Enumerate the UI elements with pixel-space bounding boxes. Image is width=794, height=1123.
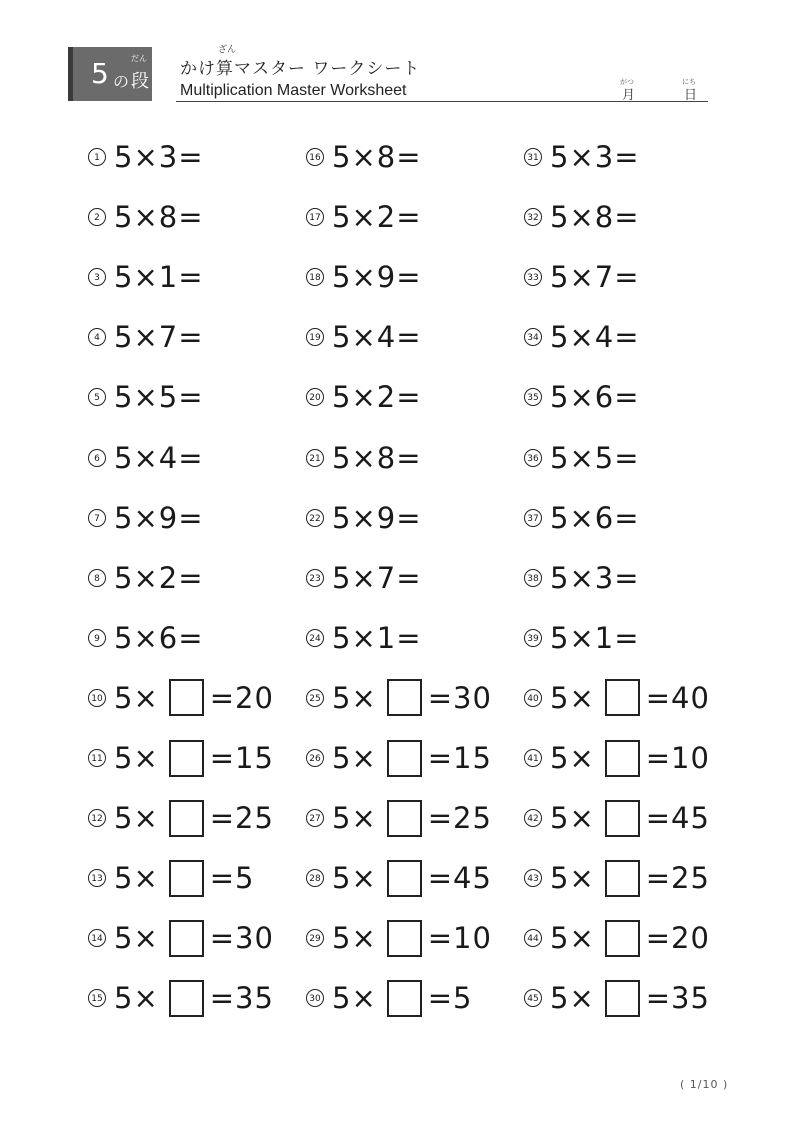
problem-expression: 5×3= <box>550 560 640 595</box>
problem-item <box>88 732 274 784</box>
problem-number: 28 <box>306 869 324 887</box>
answer-box[interactable] <box>387 679 422 716</box>
answer-box[interactable] <box>169 980 204 1017</box>
answer-box[interactable] <box>387 740 422 777</box>
month-label: 月 <box>622 88 636 103</box>
problem-item <box>306 552 422 604</box>
answer-box[interactable] <box>605 740 640 777</box>
problem-item <box>524 492 640 544</box>
problem-expression: 5×2= <box>114 560 204 595</box>
problem-number: 25 <box>306 689 324 707</box>
answer-box[interactable] <box>605 800 640 837</box>
problem-expression: 5×8= <box>114 200 204 235</box>
answer-box[interactable] <box>605 920 640 957</box>
problem-item <box>306 131 422 183</box>
problem-item <box>306 972 473 1024</box>
problem-item <box>306 792 492 844</box>
problem-item <box>306 432 422 484</box>
answer-box[interactable] <box>605 679 640 716</box>
problem-left: 5× <box>114 981 159 1016</box>
problem-expression: 5×7= <box>332 560 422 595</box>
problem-expression: 5×3= <box>550 140 640 174</box>
problem-number: 6 <box>88 449 106 467</box>
problem-item <box>306 912 492 964</box>
badge-dan: 段 <box>131 71 149 92</box>
problem-item <box>88 672 274 724</box>
problem-number: 45 <box>524 989 542 1007</box>
problem-left: 5× <box>332 680 377 715</box>
problem-left: 5× <box>114 921 159 956</box>
problem-expression: 5×9= <box>332 260 422 295</box>
day-label: 日 <box>684 88 698 103</box>
problem-expression: 5×7= <box>114 320 204 355</box>
problem-left: 5× <box>332 861 377 896</box>
problem-right: =40 <box>645 680 710 715</box>
answer-box[interactable] <box>169 740 204 777</box>
badge-no: の <box>113 72 130 91</box>
problem-item <box>524 732 710 784</box>
problem-number: 38 <box>524 569 542 587</box>
problem-expression: 5×2= <box>332 200 422 235</box>
problem-number: 16 <box>306 148 324 166</box>
grade-badge <box>68 47 152 101</box>
problem-right: =30 <box>427 680 492 715</box>
problem-item <box>306 191 422 243</box>
problem-expression: 5×1= <box>550 620 640 655</box>
problem-expression: 5×3= <box>114 140 204 174</box>
problem-number: 23 <box>306 569 324 587</box>
problem-expression: 5×9= <box>332 500 422 535</box>
problem-right: =20 <box>209 680 274 715</box>
problem-right: =5 <box>427 981 473 1016</box>
problem-number: 4 <box>88 328 106 346</box>
problem-number: 35 <box>524 388 542 406</box>
problem-item <box>524 191 640 243</box>
problem-right: =5 <box>209 861 255 896</box>
problem-number: 10 <box>88 689 106 707</box>
problem-left: 5× <box>550 741 595 775</box>
problem-number: 27 <box>306 809 324 827</box>
problem-item <box>88 972 274 1024</box>
problem-item <box>88 792 274 844</box>
problem-item <box>306 371 422 423</box>
problem-number: 19 <box>306 328 324 346</box>
problem-item <box>524 612 640 664</box>
problem-number: 17 <box>306 208 324 226</box>
problem-number: 40 <box>524 689 542 707</box>
problem-left: 5× <box>550 861 595 896</box>
problem-number: 9 <box>88 629 106 647</box>
problem-number: 42 <box>524 809 542 827</box>
problem-left: 5× <box>114 861 159 896</box>
problem-item <box>306 672 492 724</box>
problem-item <box>88 191 204 243</box>
problem-right: =35 <box>209 981 274 1016</box>
answer-box[interactable] <box>605 980 640 1017</box>
problem-number: 39 <box>524 629 542 647</box>
problem-expression: 5×6= <box>550 500 640 535</box>
page-number: ( 1/10 ) <box>680 1078 729 1091</box>
problem-item <box>88 131 204 183</box>
problem-item <box>88 311 204 363</box>
problem-item <box>524 672 710 724</box>
problem-left: 5× <box>550 921 595 956</box>
problem-number: 33 <box>524 268 542 286</box>
problem-expression: 5×1= <box>114 260 204 295</box>
problem-left: 5× <box>550 680 595 715</box>
problem-item <box>524 852 710 904</box>
title-ruby: ざん <box>218 45 237 55</box>
page-title-en: Multiplication Master Worksheet <box>180 82 407 99</box>
answer-box[interactable] <box>387 860 422 897</box>
problem-number: 36 <box>524 449 542 467</box>
problem-number: 37 <box>524 509 542 527</box>
problem-number: 14 <box>88 929 106 947</box>
problem-item <box>88 852 255 904</box>
problem-number: 11 <box>88 749 106 767</box>
problem-right: =10 <box>427 921 492 956</box>
problem-item <box>306 311 422 363</box>
problem-item <box>524 972 710 1024</box>
problem-right: =30 <box>209 921 274 956</box>
problem-item <box>524 311 640 363</box>
problem-item <box>306 852 492 904</box>
problem-left: 5× <box>332 741 377 775</box>
problem-item <box>88 912 274 964</box>
problem-number: 20 <box>306 388 324 406</box>
answer-box[interactable] <box>387 980 422 1017</box>
problem-expression: 5×4= <box>550 320 640 355</box>
problem-item <box>306 612 422 664</box>
answer-box[interactable] <box>169 679 204 716</box>
problem-number: 26 <box>306 749 324 767</box>
problem-number: 34 <box>524 328 542 346</box>
problem-number: 18 <box>306 268 324 286</box>
problem-number: 1 <box>88 148 106 166</box>
problem-number: 44 <box>524 929 542 947</box>
problem-number: 5 <box>88 388 106 406</box>
problem-expression: 5×8= <box>550 200 640 235</box>
problem-number: 24 <box>306 629 324 647</box>
problem-right: =15 <box>209 741 274 775</box>
badge-ruby: だん <box>131 54 147 63</box>
problem-number: 29 <box>306 929 324 947</box>
problem-left: 5× <box>550 801 595 836</box>
problem-left: 5× <box>332 981 377 1016</box>
problem-expression: 5×4= <box>332 320 422 355</box>
problem-number: 43 <box>524 869 542 887</box>
problem-left: 5× <box>114 680 159 715</box>
problem-right: =25 <box>645 861 710 896</box>
answer-box[interactable] <box>169 920 204 957</box>
problem-item <box>88 371 204 423</box>
problem-number: 12 <box>88 809 106 827</box>
problem-left: 5× <box>114 741 159 775</box>
answer-box[interactable] <box>169 860 204 897</box>
problem-item <box>306 492 422 544</box>
problem-number: 31 <box>524 148 542 166</box>
problem-left: 5× <box>332 921 377 956</box>
answer-box[interactable] <box>169 800 204 837</box>
problem-expression: 5×6= <box>114 620 204 655</box>
problem-expression: 5×8= <box>332 440 422 475</box>
problem-number: 13 <box>88 869 106 887</box>
problem-number: 22 <box>306 509 324 527</box>
problem-expression: 5×6= <box>550 380 640 415</box>
problem-item <box>524 371 640 423</box>
answer-box[interactable] <box>605 860 640 897</box>
problem-expression: 5×5= <box>114 380 204 415</box>
problem-item <box>524 432 640 484</box>
problem-right: =15 <box>427 741 492 775</box>
problem-number: 21 <box>306 449 324 467</box>
problem-number: 41 <box>524 749 542 767</box>
page-title-jp: かけ算マスター ワークシート <box>180 59 421 79</box>
problem-right: =20 <box>645 921 710 956</box>
problem-number: 8 <box>88 569 106 587</box>
problem-right: =35 <box>645 981 710 1016</box>
problem-expression: 5×1= <box>332 620 422 655</box>
problem-expression: 5×9= <box>114 500 204 535</box>
problem-right: =10 <box>645 741 710 775</box>
badge-number: 5 <box>91 57 109 90</box>
day-ruby: にち <box>682 78 696 86</box>
problem-item <box>88 251 204 303</box>
problem-item <box>524 251 640 303</box>
problem-number: 30 <box>306 989 324 1007</box>
problem-left: 5× <box>550 981 595 1016</box>
problem-item <box>524 792 710 844</box>
problem-left: 5× <box>332 801 377 836</box>
problem-number: 15 <box>88 989 106 1007</box>
problem-item <box>524 552 640 604</box>
problem-right: =45 <box>427 861 492 896</box>
problem-right: =45 <box>645 801 710 836</box>
problem-item <box>88 492 204 544</box>
problem-expression: 5×2= <box>332 380 422 415</box>
answer-box[interactable] <box>387 920 422 957</box>
problem-number: 32 <box>524 208 542 226</box>
problem-left: 5× <box>114 801 159 836</box>
problem-expression: 5×4= <box>114 440 204 475</box>
answer-box[interactable] <box>387 800 422 837</box>
problem-item <box>88 612 204 664</box>
problem-item <box>88 432 204 484</box>
problem-item <box>88 552 204 604</box>
problem-item <box>524 912 710 964</box>
problem-right: =25 <box>427 801 492 836</box>
month-ruby: がつ <box>620 78 634 86</box>
problem-expression: 5×8= <box>332 140 422 174</box>
problem-expression: 5×5= <box>550 440 640 475</box>
problem-item <box>306 251 422 303</box>
problem-number: 7 <box>88 509 106 527</box>
problem-number: 3 <box>88 268 106 286</box>
problem-right: =25 <box>209 801 274 836</box>
problem-number: 2 <box>88 208 106 226</box>
problem-item <box>306 732 492 784</box>
problem-item <box>524 131 640 183</box>
problem-expression: 5×7= <box>550 260 640 295</box>
